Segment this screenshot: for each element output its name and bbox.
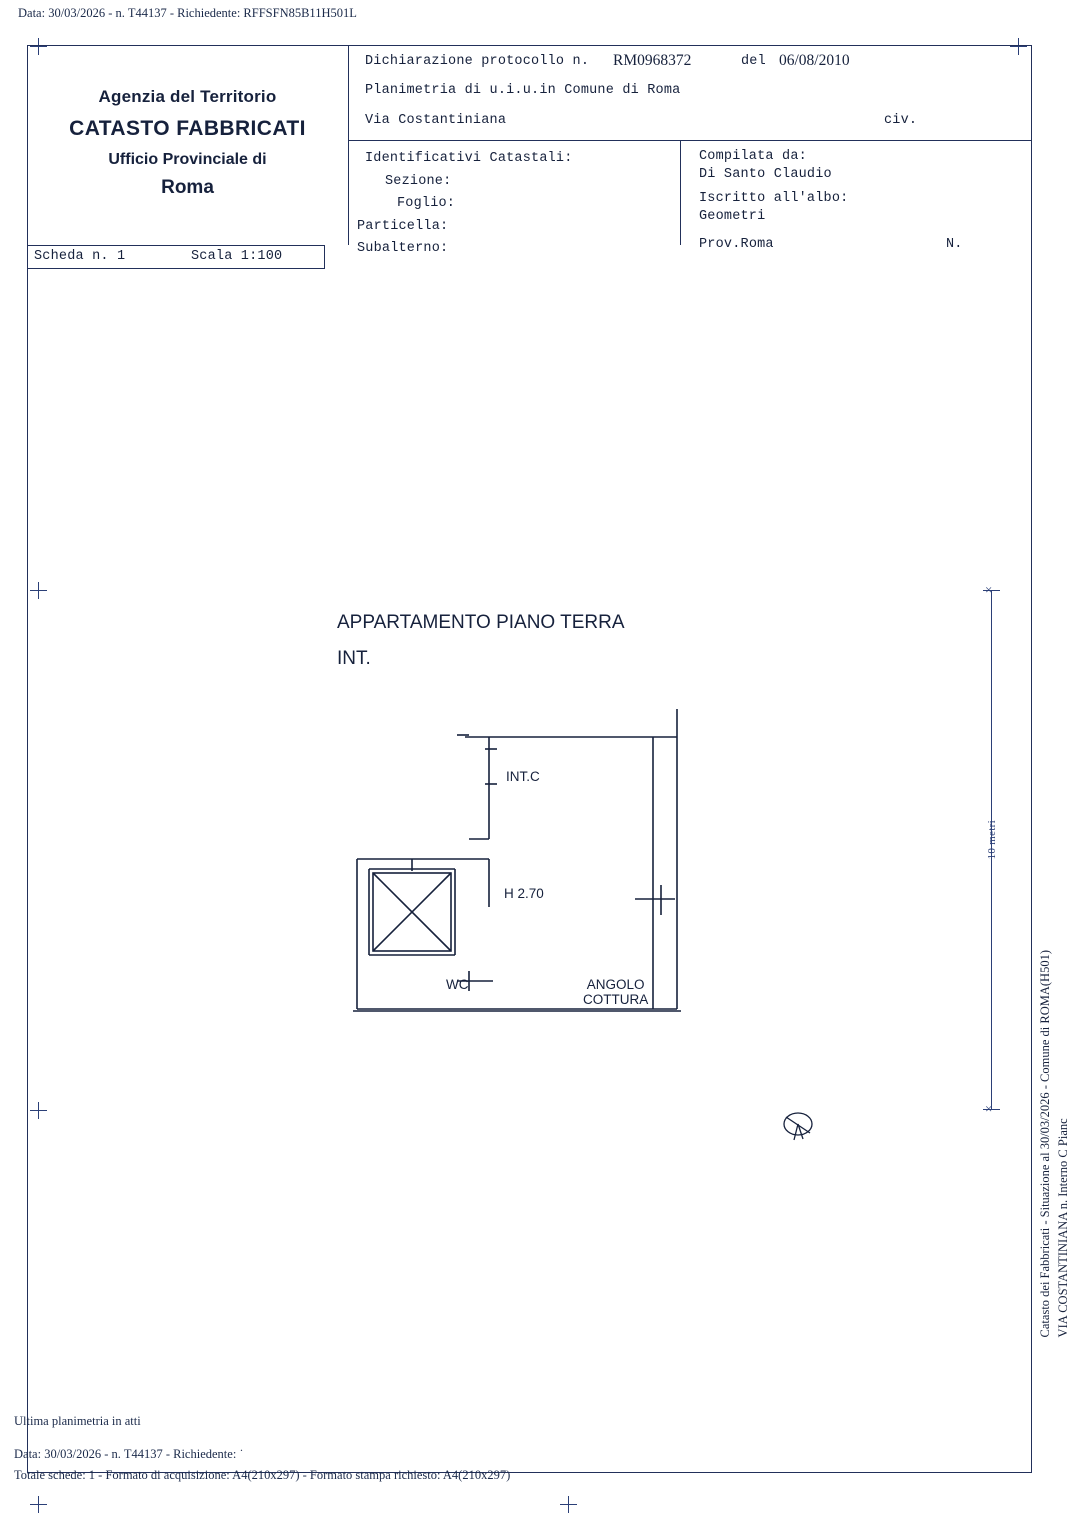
albo-number-label: N. — [946, 237, 963, 252]
side-note — [1036, 950, 1072, 1337]
albo-label: Iscritto all'albo: — [699, 191, 849, 206]
cadastral-title: Identificativi Catastali: — [365, 151, 573, 166]
footer-request: Data: 30/03/2026 - n. T44137 - Richiedente: ˙ — [14, 1447, 244, 1461]
scale-bar-label: 10 metri — [986, 820, 998, 860]
compiled-by-name: Di Santo Claudio — [699, 167, 832, 182]
agency-line3: Ufficio Provinciale di — [108, 151, 267, 168]
civ-label: civ. — [884, 113, 918, 128]
protocol-date: 06/08/2010 — [779, 52, 850, 69]
side-note-line1: Catasto dei Fabbricati - Situazione al 30/03/2026 - Comune di ROMA(H501) — [1037, 950, 1052, 1338]
side-note-line2: VIA COSTANTINIANA n. Interno C Pianc — [1055, 1118, 1070, 1338]
plan-subtitle: INT. — [337, 648, 371, 669]
crop-mark-bottom-center — [560, 1496, 577, 1513]
prov-value — [699, 237, 774, 252]
planimetry-line: Planimetria di u.i.u.in Comune di Roma — [365, 83, 681, 98]
label-entrance: INT.C — [506, 769, 540, 784]
cadastral-subalterno-label: Subalterno: — [357, 241, 449, 256]
footer-last-plan: Ultima planimetria in atti — [14, 1414, 141, 1428]
label-kitchen-line2: COTTURA — [583, 992, 649, 1008]
cadastral-particella-label: Particella: — [357, 219, 449, 234]
protocol-block — [349, 45, 1032, 256]
cadastral-foglio-label: Foglio: — [397, 196, 456, 211]
protocol-del-label: del — [741, 54, 766, 69]
prov-city: Roma — [740, 237, 774, 252]
compiled-by-label: Compilata da: — [699, 149, 807, 164]
label-kitchen-corner — [583, 977, 648, 1007]
floor-plan-drawing — [317, 709, 737, 1049]
scale-bar: × × — [991, 590, 992, 1110]
label-kitchen-line1: ANGOLO — [586, 977, 645, 992]
protocol-label: Dichiarazione protocollo n. — [365, 54, 590, 69]
sheet-scale: Scala 1:100 — [191, 249, 283, 264]
plan-title: APPARTAMENTO PIANO TERRA — [337, 612, 625, 633]
agency-line1: Agenzia del Territorio — [98, 87, 277, 106]
label-wc: WC — [446, 977, 469, 992]
compiled-by-block — [681, 141, 1032, 252]
agency-line2: CATASTO FABBRICATI — [69, 117, 306, 140]
crop-mark-bottom-left — [30, 1496, 47, 1513]
protocol-number: RM0968372 — [613, 52, 692, 69]
drawing-area — [27, 269, 1032, 1404]
protocol-topband — [349, 45, 1032, 141]
footer-totals: Totale schede: 1 - Formato di acquisizione: A4(210x297) - Formato stampa richiesto: A4(210x297) — [14, 1468, 511, 1482]
sheet-info-strip — [27, 245, 325, 269]
label-height: H 2.70 — [504, 886, 544, 901]
sheet-number: Scheda n. 1 — [34, 249, 126, 264]
albo-value: Geometri — [699, 209, 766, 224]
north-arrow-icon — [772, 1104, 824, 1148]
agency-block — [27, 45, 349, 245]
cadastral-sezione-label: Sezione: — [385, 174, 452, 189]
header-request-line: Data: 30/03/2026 - n. T44137 - Richiedente: RFFSFN85B11H501L — [18, 6, 357, 20]
cadastral-identifiers — [349, 141, 681, 256]
agency-line4: Roma — [161, 177, 214, 198]
address-line: Via Costantiniana — [365, 113, 507, 128]
prov-label: Prov. — [699, 237, 741, 252]
